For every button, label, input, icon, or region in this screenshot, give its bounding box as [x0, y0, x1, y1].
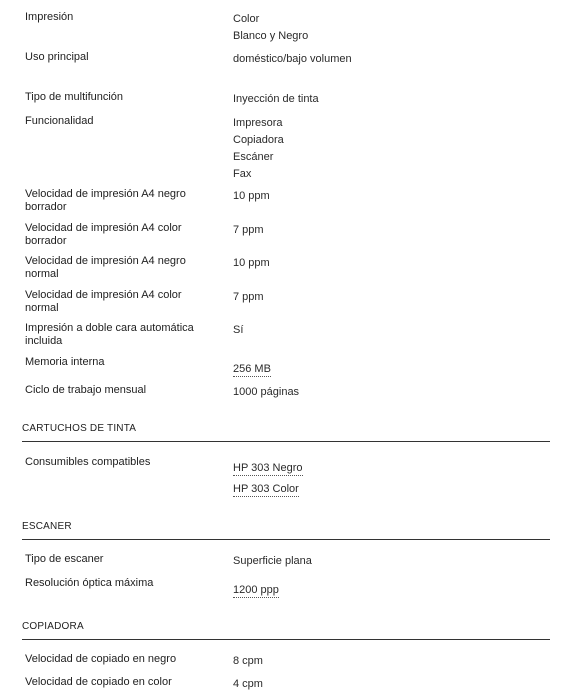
consumible-link[interactable]: HP 303 Color	[233, 483, 299, 495]
spec-value: 7 ppm	[233, 224, 264, 236]
section-title: ESCANER	[22, 521, 72, 532]
consumible-link[interactable]: HP 303 Negro	[233, 462, 303, 474]
spec-value: Blanco y Negro	[233, 30, 309, 42]
spec-values	[233, 188, 553, 205]
spec-label: Memoria interna	[25, 356, 105, 368]
spec-value: Copiadora	[233, 134, 284, 146]
section-title: COPIADORA	[22, 621, 84, 632]
spec-label: Impresión a doble cara automática incluida	[25, 322, 194, 347]
spec-values	[233, 91, 553, 108]
spec-label: Velocidad de impresión A4 negro normal	[25, 255, 186, 280]
spec-label: Velocidad de copiado en color	[25, 676, 172, 688]
link-wrap	[233, 479, 553, 500]
spec-values	[233, 289, 553, 306]
spec-value: 10 ppm	[233, 257, 270, 269]
spec-values	[233, 359, 553, 377]
spec-value: Superficie plana	[233, 555, 312, 567]
spec-values	[233, 255, 553, 272]
spec-value: Escáner	[233, 151, 274, 163]
spec-values	[233, 676, 553, 693]
spec-value: Color	[233, 13, 260, 25]
spec-value: Sí	[233, 324, 244, 336]
spec-label: Funcionalidad	[25, 115, 94, 127]
spec-values	[233, 51, 553, 68]
spec-value: 10 ppm	[233, 190, 270, 202]
spec-value: Inyección de tinta	[233, 93, 319, 105]
spec-value-link[interactable]: 1200 ppp	[233, 584, 279, 596]
spec-label: Velocidad de impresión A4 color normal	[25, 289, 182, 314]
section-header-copiadora	[22, 619, 550, 640]
spec-values	[233, 384, 553, 401]
link-wrap	[233, 458, 553, 479]
spec-label: Velocidad de copiado en negro	[25, 653, 177, 665]
spec-label: Consumibles compatibles	[25, 456, 151, 468]
spec-values	[233, 553, 553, 570]
spec-values	[233, 580, 553, 598]
section-header-escaner	[22, 519, 550, 540]
spec-label: Impresión	[25, 11, 74, 23]
spec-value: 8 cpm	[233, 655, 263, 667]
spec-label: Resolución óptica máxima	[25, 577, 154, 589]
spec-label: Velocidad de impresión A4 negro borrador	[25, 188, 186, 213]
section-title: CARTUCHOS DE TINTA	[22, 423, 137, 434]
spec-values	[233, 222, 553, 239]
spec-value: Impresora	[233, 117, 283, 129]
spec-values	[233, 115, 553, 183]
spec-label: Uso principal	[25, 51, 89, 63]
spec-value: doméstico/bajo volumen	[233, 53, 352, 65]
spec-value: Fax	[233, 168, 252, 180]
spec-values	[233, 653, 553, 670]
spec-value: 7 ppm	[233, 291, 264, 303]
spec-values	[233, 458, 553, 500]
spec-values	[233, 11, 553, 45]
spec-label: Velocidad de impresión A4 color borrador	[25, 222, 182, 247]
spec-label: Tipo de multifunción	[25, 91, 124, 103]
spec-value: 4 cpm	[233, 678, 263, 690]
section-header-cartuchos	[22, 421, 550, 442]
spec-value: 1000 páginas	[233, 386, 300, 398]
spec-label: Tipo de escaner	[25, 553, 104, 565]
spec-label: Ciclo de trabajo mensual	[25, 384, 147, 396]
spec-values	[233, 322, 553, 339]
spec-value-link[interactable]: 256 MB	[233, 363, 271, 375]
